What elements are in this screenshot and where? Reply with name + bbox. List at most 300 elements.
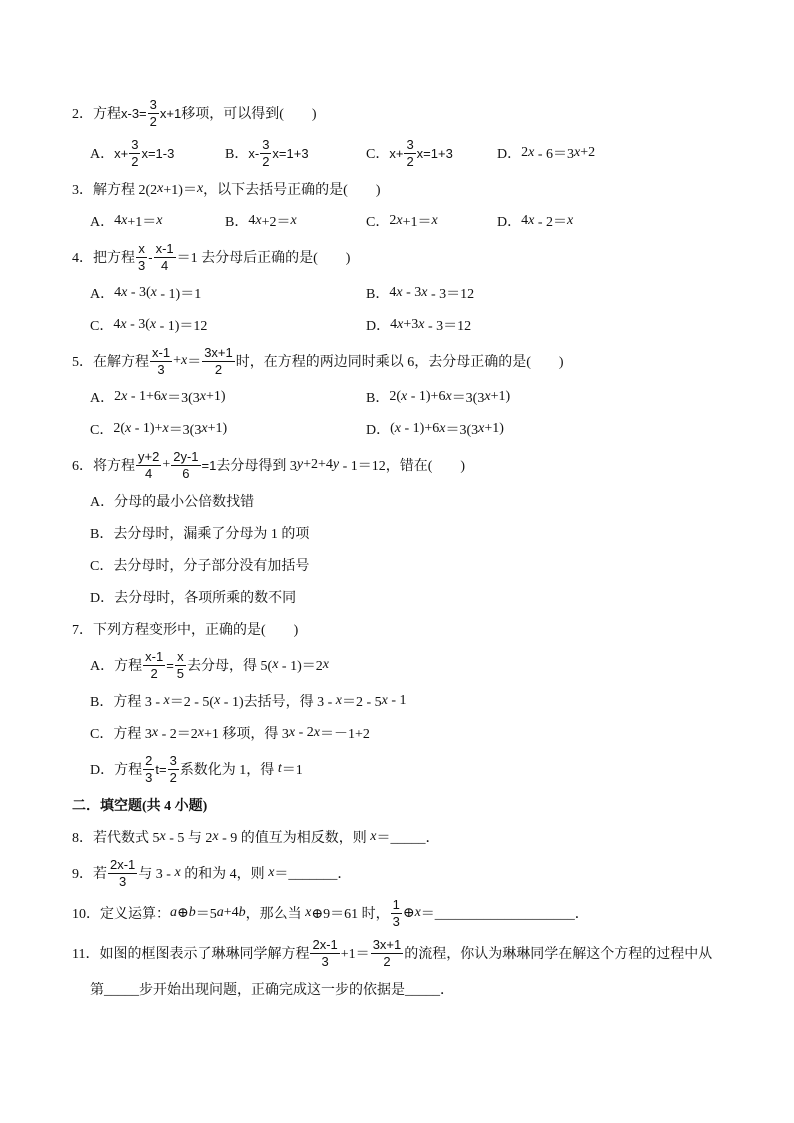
fill-in-blank-section — [0, 789, 794, 1005]
text-run: 定义运算： — [100, 907, 170, 922]
math-variable: t — [277, 761, 282, 776]
text-run: 将方程 — [93, 459, 135, 474]
option-row — [0, 717, 794, 749]
math-variable: x — [397, 317, 404, 332]
fraction-denominator: 2 — [150, 665, 158, 681]
text-run: ＝____________________． — [420, 907, 589, 922]
fraction-numerator: 3 — [149, 96, 157, 112]
math-variable: b — [188, 905, 196, 920]
option-b — [225, 138, 366, 169]
question-stem — [0, 237, 794, 277]
text-run: =1 — [201, 457, 217, 473]
option-label: C． — [90, 319, 114, 334]
text-run: +1) — [207, 421, 228, 436]
question-stem — [0, 93, 794, 133]
math-variable: x — [149, 317, 157, 332]
math-variable: a — [170, 905, 177, 920]
math-variable: x — [174, 865, 181, 880]
math-variable: x — [418, 317, 425, 332]
text-run: +1＝ — [402, 215, 432, 230]
option-label: A． — [90, 495, 115, 510]
fraction-denominator: 2 — [383, 953, 391, 969]
text-run: 4 — [114, 213, 122, 228]
text-run: ＝_______． — [274, 867, 352, 882]
math-variable: a — [216, 905, 224, 920]
fraction-numerator: 3x+1 — [204, 344, 233, 360]
text-run: ＝－1+2 — [319, 727, 370, 742]
text-run: 4 — [521, 213, 529, 228]
math-variable: x — [121, 213, 128, 228]
math-variable: x — [272, 657, 279, 672]
fraction-numerator: 2x-1 — [312, 936, 338, 952]
option-label: B． — [225, 147, 249, 162]
math-variable: b — [238, 905, 246, 920]
option-label: C． — [366, 147, 390, 162]
option-label: C． — [90, 559, 114, 574]
question-number: 10． — [72, 907, 100, 922]
text-run: 2( — [389, 389, 402, 404]
text-run: 2 — [389, 213, 397, 228]
option-label: A． — [90, 659, 115, 674]
option-label: D． — [366, 319, 391, 334]
text-run: x=1+3 — [272, 145, 309, 161]
fraction — [310, 938, 339, 969]
question-11 — [0, 933, 794, 1005]
text-run: 去分母时，分子部分没有加括号 — [113, 559, 310, 574]
text-run: 2 — [114, 389, 122, 404]
math-variable: x — [445, 389, 452, 404]
text-run: 移项，可以得到( ) — [181, 107, 317, 122]
text-run: x-3= — [121, 105, 147, 121]
text-run: - 3( — [127, 285, 151, 300]
math-variable: x — [290, 213, 297, 228]
option-row — [0, 645, 794, 685]
question-stem — [0, 821, 794, 853]
text-run: x- — [248, 145, 260, 161]
math-variable: x — [528, 213, 535, 228]
option-label: A． — [90, 391, 115, 406]
text-run: 解方程 2(2 — [93, 183, 158, 198]
option-row — [0, 133, 794, 173]
fraction — [136, 450, 161, 481]
text-run: 如图的框图表示了琳琳同学解方程 — [99, 947, 310, 962]
option-label: A． — [90, 147, 115, 162]
math-variable: x — [421, 285, 428, 300]
text-run: 4 — [113, 317, 121, 332]
option-b — [366, 387, 794, 407]
text-run: 若代数式 5 — [93, 831, 160, 846]
text-run: - 6＝3 — [534, 147, 575, 162]
fraction-denominator: 5 — [176, 665, 185, 681]
option-row — [0, 205, 794, 237]
option-label: D． — [497, 147, 522, 162]
question-number: 5． — [72, 355, 93, 370]
question-9 — [0, 853, 794, 893]
text-run: +2 — [580, 145, 596, 160]
option-label: A． — [90, 215, 115, 230]
question-10 — [0, 893, 794, 933]
option-row — [0, 517, 794, 549]
text-run: - 3( — [126, 317, 150, 332]
math-variable: x — [288, 725, 296, 740]
option-label: A． — [90, 287, 115, 302]
math-variable: x — [125, 421, 132, 436]
text-run: ，以下去括号正确的是( ) — [203, 183, 381, 198]
fraction-denominator: 2 — [262, 153, 270, 169]
text-run: ＝_____． — [376, 831, 440, 846]
text-run: 下列方程变形中，正确的是( ) — [93, 623, 299, 638]
fraction-denominator: 3 — [145, 769, 153, 785]
math-variable: x — [151, 725, 159, 740]
fraction-denominator: 2 — [131, 153, 139, 169]
question-number: 3． — [72, 183, 93, 198]
text-run: +1＝ — [127, 215, 157, 230]
fraction — [391, 898, 402, 929]
math-variable: x — [197, 725, 204, 740]
fraction — [136, 242, 147, 273]
text-run: 去分母得到 3 — [216, 459, 297, 474]
option-a — [90, 387, 366, 407]
text-run: ⊕ — [402, 905, 415, 921]
text-run: 4 — [390, 317, 398, 332]
option-row — [0, 277, 794, 309]
math-variable: x — [201, 421, 208, 436]
math-variable: x — [212, 829, 219, 844]
math-variable: x — [313, 725, 320, 740]
math-variable: x — [401, 389, 408, 404]
text-run: ＝3(3 — [451, 391, 485, 406]
fraction-denominator: 4 — [160, 257, 169, 273]
question-stem — [0, 893, 794, 933]
fraction-denominator: 6 — [182, 465, 190, 481]
math-variable: x — [255, 213, 262, 228]
question-8 — [0, 821, 794, 853]
option-label: B． — [366, 287, 390, 302]
fraction-numerator: 2 — [145, 752, 153, 768]
fraction-denominator: 4 — [145, 465, 153, 481]
multiple-choice-section — [0, 93, 794, 789]
text-run: 的和为 4，则 — [180, 867, 269, 882]
option-label: D． — [366, 423, 391, 438]
text-run: - 2＝ — [534, 215, 568, 230]
text-run: 4 — [389, 285, 397, 300]
fraction-denominator: 3 — [157, 361, 165, 377]
fraction-numerator: x — [177, 648, 184, 664]
option-b — [90, 691, 794, 711]
text-run: 分母的最小公倍数找错 — [114, 495, 255, 510]
text-run: 若 — [93, 867, 107, 882]
question-5 — [0, 341, 794, 445]
fraction — [148, 98, 159, 129]
text-run: - 3＝12 — [427, 287, 475, 302]
option-row — [0, 549, 794, 581]
text-run: - — [148, 249, 153, 265]
text-run: - 1 — [387, 693, 407, 708]
question-stem — [0, 445, 794, 485]
option-label: D． — [497, 215, 522, 230]
math-variable: y — [296, 457, 304, 472]
math-variable: x — [396, 213, 403, 228]
fraction-numerator: 3 — [406, 136, 414, 152]
fraction-numerator: 3 — [262, 136, 270, 152]
question-6 — [0, 445, 794, 613]
text-run: - 1+6 — [127, 389, 161, 404]
fraction — [404, 138, 415, 169]
option-label: D． — [90, 763, 115, 778]
text-run: 与 3 - — [138, 867, 175, 882]
text-run: - 1)去括号，得 3 - — [220, 695, 336, 710]
text-run: - 2＝2 — [158, 727, 198, 742]
math-variable: x — [163, 693, 170, 708]
text-run: 方程 3 — [113, 727, 152, 742]
text-run: ＝2 - 5( — [169, 695, 215, 710]
option-row — [0, 413, 794, 445]
fraction-denominator: 2 — [214, 361, 223, 377]
question-number: 7． — [72, 623, 93, 638]
text-run: - 1)＝12 — [156, 319, 208, 334]
text-run: x+1 — [159, 105, 182, 121]
option-a — [90, 283, 366, 303]
fraction — [171, 450, 200, 481]
math-variable: x — [157, 181, 164, 196]
fraction — [260, 138, 271, 169]
math-variable: x — [305, 905, 312, 920]
math-variable: x — [335, 693, 342, 708]
text-run: - 5 与 2 — [165, 831, 213, 846]
fraction-numerator: x-1 — [155, 240, 174, 256]
text-run: 的流程，你认为琳琳同学在解这个方程的过程中从 — [404, 947, 713, 962]
text-run: 方程 — [114, 659, 143, 674]
math-variable: x — [199, 389, 207, 404]
text-run: ＝3(3 — [168, 423, 202, 438]
text-run: - 3 — [402, 285, 422, 300]
text-run: ，那么当 — [245, 907, 306, 922]
math-variable: x — [162, 421, 169, 436]
text-run: +1) — [484, 421, 504, 436]
question-stem — [0, 341, 794, 381]
option-c — [90, 419, 366, 439]
text-run: +4 — [223, 905, 239, 920]
math-variable: x — [414, 905, 421, 920]
option-label: C． — [90, 423, 114, 438]
text-run: 去分母时，各项所乘的数不同 — [114, 591, 297, 606]
option-c — [366, 138, 497, 169]
text-run: - 1＝12，错在( ) — [339, 459, 466, 474]
option-d — [366, 315, 794, 335]
text-run: ＝3(3 — [167, 391, 200, 406]
text-run: ＝1 去分母后正确的是( ) — [176, 251, 351, 266]
text-run: +2+4 — [303, 457, 333, 472]
option-d — [497, 143, 794, 163]
question-number: 8． — [72, 831, 93, 846]
question-number: 9． — [72, 867, 93, 882]
text-run: ⊕9＝61 时， — [311, 907, 390, 922]
fraction-denominator: 3 — [392, 913, 400, 929]
question-stem — [0, 853, 794, 893]
option-label: B． — [90, 527, 114, 542]
math-variable: x — [567, 213, 574, 228]
text-run: +1)＝ — [163, 183, 197, 198]
math-variable: x — [478, 421, 485, 436]
fraction-numerator: x-1 — [152, 344, 171, 360]
text-run: ＝ — [187, 355, 202, 370]
text-run: 方程 3 - — [113, 695, 164, 710]
math-variable: x — [381, 693, 388, 708]
math-variable: x — [160, 389, 168, 404]
text-run: 把方程 — [93, 251, 135, 266]
text-run: 4 — [248, 213, 256, 228]
text-run: - 2 — [295, 725, 314, 740]
math-variable: x — [431, 213, 438, 228]
math-variable: x — [574, 145, 581, 160]
text-run: x=1+3 — [416, 145, 453, 161]
text-run: 第_____步开始出现问题，正确完成这一步的依据是_____． — [90, 983, 454, 998]
option-d — [90, 754, 794, 785]
text-run: ⊕ — [177, 905, 189, 921]
option-c — [90, 555, 794, 575]
fraction-denominator: 3 — [119, 873, 127, 889]
math-variable: x — [121, 389, 128, 404]
fraction — [143, 650, 165, 681]
text-run: - 9 的值互为相反数，则 — [218, 831, 371, 846]
text-run: +1＝ — [340, 947, 370, 962]
text-run: 去分母，得 5( — [187, 659, 273, 674]
text-run: 方程 — [93, 107, 121, 122]
text-run: 方程 — [114, 763, 143, 778]
text-run: x+ — [114, 145, 129, 161]
text-run: +3 — [403, 317, 419, 332]
fraction — [150, 346, 172, 377]
text-run: - 1)+6 — [407, 389, 446, 404]
question-number: 6． — [72, 459, 93, 474]
text-run: ＝1 — [281, 763, 303, 778]
math-variable: x — [268, 865, 275, 880]
text-run: 去分母时，漏乘了分母为 1 的项 — [113, 527, 310, 542]
text-run: ＝2 - 5 — [342, 695, 382, 710]
fraction — [108, 858, 137, 889]
fraction — [371, 938, 404, 969]
text-run: ＝3(3 — [445, 423, 479, 438]
math-variable: x — [214, 693, 221, 708]
option-b — [90, 523, 794, 543]
text-run: - 1)＝1 — [156, 287, 202, 302]
option-label: D． — [90, 591, 115, 606]
fraction — [168, 754, 179, 785]
option-row — [0, 749, 794, 789]
question-number: 2． — [72, 107, 93, 122]
fraction — [154, 242, 176, 273]
fraction — [143, 754, 154, 785]
text-run: - 1)+ — [131, 421, 163, 436]
math-variable: x — [322, 657, 329, 672]
fraction-numerator: x-1 — [145, 648, 164, 664]
math-variable: x — [180, 353, 188, 368]
fraction-denominator: 2 — [406, 153, 414, 169]
text-run: 2 — [521, 145, 529, 160]
fraction — [175, 650, 186, 681]
fraction-numerator: 3 — [131, 136, 139, 152]
fraction — [202, 346, 235, 377]
fraction-numerator: 1 — [392, 896, 400, 912]
text-run: x=1-3 — [141, 145, 175, 161]
question-stem — [0, 933, 794, 973]
option-c — [366, 211, 497, 231]
option-row — [0, 581, 794, 613]
fraction-numerator: y+2 — [138, 448, 160, 464]
text-run: ( — [390, 421, 395, 436]
math-variable: x — [120, 317, 127, 332]
text-run: - 3＝12 — [424, 319, 472, 334]
text-run: +2＝ — [261, 215, 291, 230]
option-c — [90, 315, 366, 335]
fraction-numerator: 2x-1 — [110, 856, 136, 872]
text-run: +1) — [490, 389, 511, 404]
option-row — [0, 381, 794, 413]
question-3 — [0, 173, 794, 237]
question-number: 4． — [72, 251, 93, 266]
math-variable: x — [484, 389, 491, 404]
text-run: + — [173, 353, 181, 368]
text-run: 系数化为 1，得 — [179, 763, 278, 778]
option-a — [90, 491, 794, 511]
text-run: +1) — [206, 389, 226, 404]
option-row — [0, 685, 794, 717]
option-b — [225, 211, 366, 231]
option-d — [497, 211, 794, 231]
text-run: 2( — [113, 421, 126, 436]
question-stem — [0, 613, 794, 645]
math-variable: x — [156, 213, 163, 228]
math-variable: x — [196, 181, 204, 196]
section-title: 二．填空题(共 4 小题) — [72, 799, 208, 814]
math-variable: x — [439, 421, 446, 436]
text-run: x+ — [389, 145, 404, 161]
option-label: C． — [90, 727, 114, 742]
question-stem — [0, 173, 794, 205]
option-label: B． — [225, 215, 249, 230]
fraction-denominator: 3 — [321, 953, 329, 969]
option-row — [0, 485, 794, 517]
option-d — [90, 587, 794, 607]
math-variable: x — [159, 829, 166, 844]
math-variable: x — [528, 145, 535, 160]
fraction-denominator: 2 — [149, 113, 157, 129]
option-a — [90, 138, 225, 169]
option-label: B． — [366, 391, 390, 406]
fraction-denominator: 2 — [169, 769, 177, 785]
fraction-numerator: x — [138, 240, 145, 256]
fraction-numerator: 3 — [169, 752, 177, 768]
option-label: C． — [366, 215, 390, 230]
text-run: + — [162, 457, 171, 472]
text-run: = — [166, 657, 174, 673]
option-c — [90, 723, 794, 743]
text-run: 4 — [114, 285, 122, 300]
math-variable: x — [150, 285, 157, 300]
option-a — [90, 211, 225, 231]
math-variable: x — [394, 421, 402, 436]
fraction-numerator: 2y-1 — [173, 448, 199, 464]
question-7 — [0, 613, 794, 789]
text-run: 在解方程 — [93, 355, 149, 370]
option-b — [366, 283, 794, 303]
question-number: 11． — [72, 947, 100, 962]
fraction-denominator: 3 — [138, 257, 146, 273]
text-run: +1 移项，得 3 — [203, 727, 289, 742]
math-variable: y — [332, 457, 340, 472]
fraction-numerator: 3x+1 — [372, 936, 402, 952]
text-run: - 1)＝2 — [278, 659, 323, 674]
